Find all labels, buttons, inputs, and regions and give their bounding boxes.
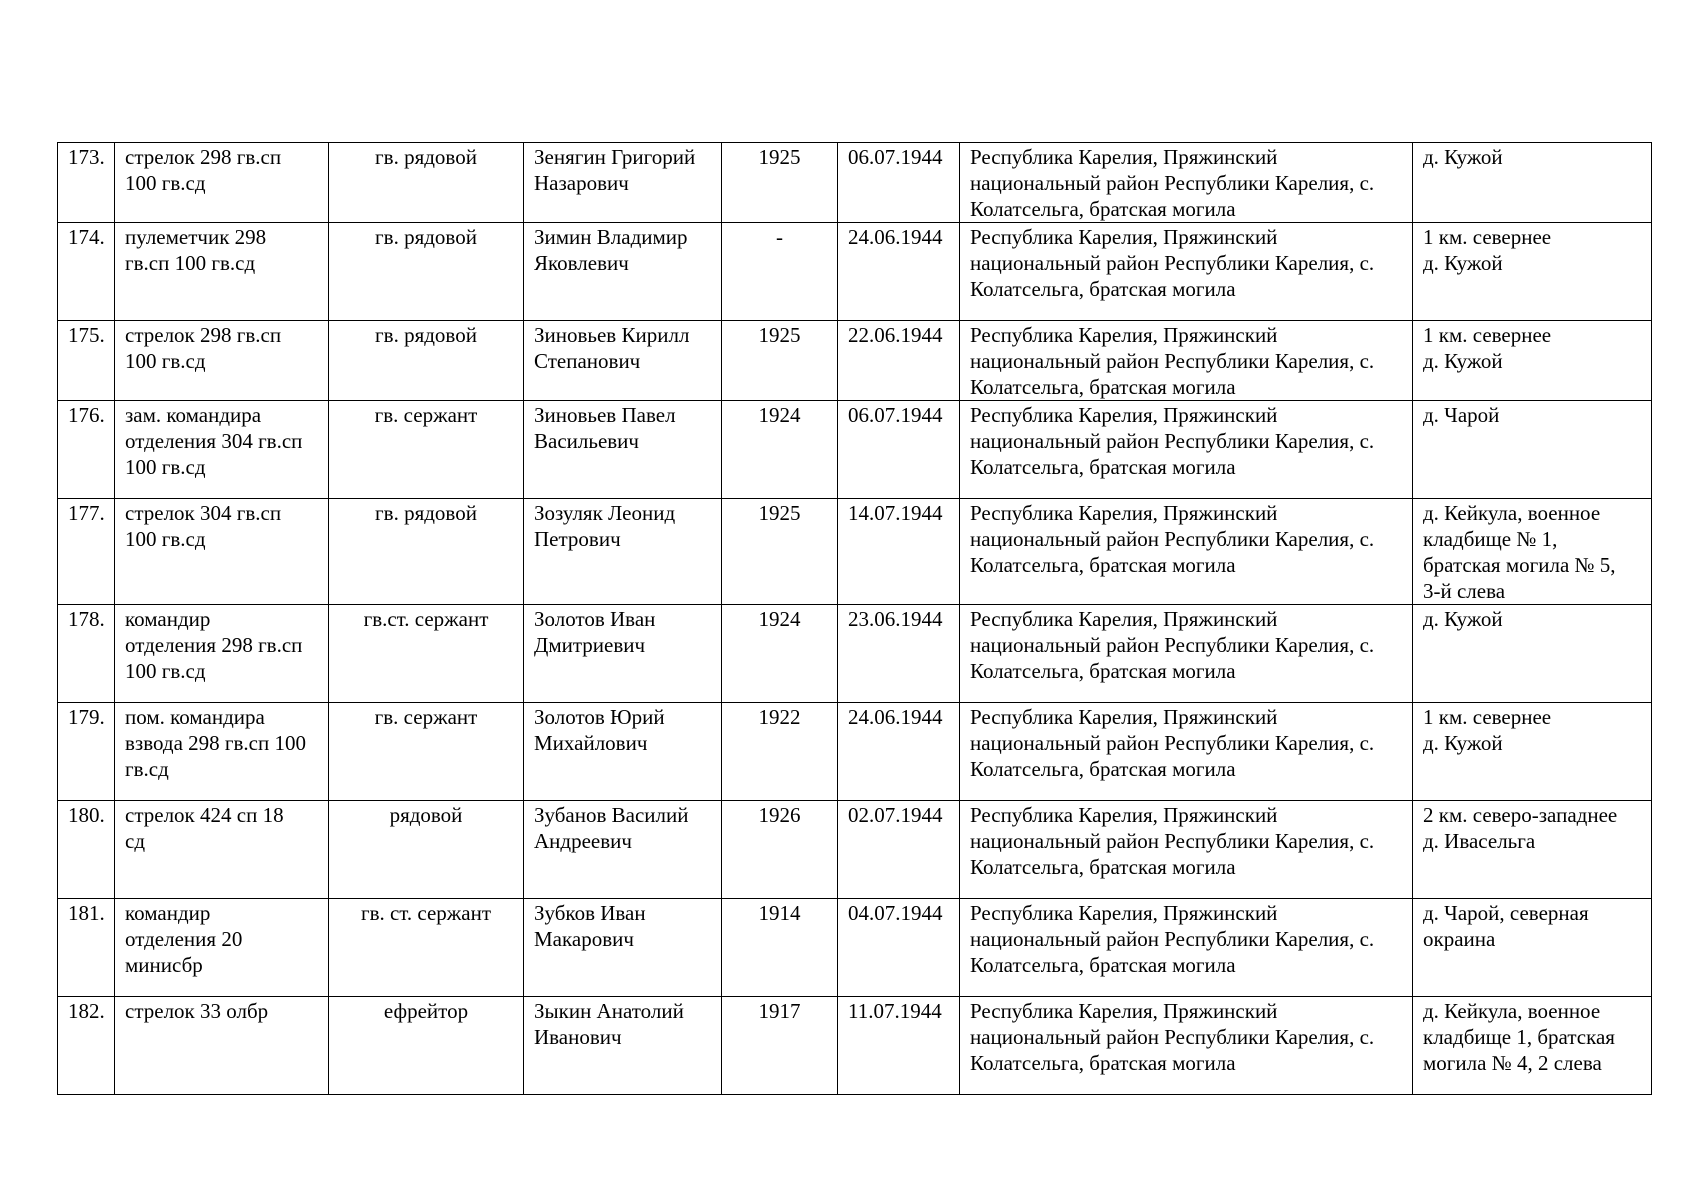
military-rank — [329, 899, 524, 997]
full-name — [524, 605, 722, 703]
original-burial-place — [1413, 703, 1652, 801]
cell-rank-text: гв. рядовой — [375, 501, 477, 525]
birth-year — [722, 605, 838, 703]
death-date — [838, 143, 960, 223]
cell-date-text: 04.07.1944 — [848, 901, 943, 925]
cell-year-text: 1914 — [758, 901, 801, 925]
burial-location — [960, 401, 1413, 499]
burial-location — [960, 143, 1413, 223]
cell-num-text: 173. — [68, 145, 105, 169]
cell-num-text: 182. — [68, 999, 105, 1023]
unit-position — [115, 499, 329, 605]
military-rank — [329, 499, 524, 605]
original-burial-place — [1413, 605, 1652, 703]
burial-location — [960, 801, 1413, 899]
record-number — [58, 801, 115, 899]
cell-rank-text: рядовой — [389, 803, 463, 827]
cell-num-text: 177. — [68, 501, 105, 525]
cell-burial-text: Республика Карелия, Пряжинский национальный район Республики Карелия, с. Колатсельга, братская могила — [970, 705, 1375, 781]
record-number — [58, 143, 115, 223]
cell-unit-text: стрелок 304 гв.сп 100 гв.сд — [125, 501, 282, 551]
birth-year — [722, 499, 838, 605]
birth-year — [722, 899, 838, 997]
cell-name-text: Зиновьев Павел Васильевич — [534, 403, 676, 453]
cell-unit-text: стрелок 424 сп 18 сд — [125, 803, 284, 853]
cell-burial-text: Республика Карелия, Пряжинский национальный район Республики Карелия, с. Колатсельга, братская могила — [970, 403, 1375, 479]
cell-date-text: 23.06.1944 — [848, 607, 943, 631]
full-name — [524, 899, 722, 997]
original-burial-place — [1413, 223, 1652, 321]
cell-burial-text: Республика Карелия, Пряжинский национальный район Республики Карелия, с. Колатсельга, братская могила — [970, 145, 1375, 221]
burial-location — [960, 605, 1413, 703]
table-row — [58, 143, 1652, 223]
burial-location — [960, 997, 1413, 1095]
birth-year — [722, 801, 838, 899]
unit-position — [115, 703, 329, 801]
burial-location — [960, 321, 1413, 401]
military-rank — [329, 401, 524, 499]
full-name — [524, 703, 722, 801]
unit-position — [115, 401, 329, 499]
cell-year-text: 1925 — [758, 501, 801, 525]
cell-unit-text: стрелок 298 гв.сп 100 гв.сд — [125, 323, 282, 373]
military-rank — [329, 605, 524, 703]
cell-num-text: 176. — [68, 403, 105, 427]
full-name — [524, 499, 722, 605]
burial-location — [960, 899, 1413, 997]
cell-year-text: 1924 — [758, 607, 801, 631]
death-date — [838, 605, 960, 703]
death-date — [838, 703, 960, 801]
cell-name-text: Золотов Иван Дмитриевич — [534, 607, 656, 657]
table-body — [58, 143, 1652, 1095]
death-date — [838, 321, 960, 401]
cell-burial-text: Республика Карелия, Пряжинский национальный район Республики Карелия, с. Колатсельга, братская могила — [970, 501, 1375, 577]
burial-location — [960, 703, 1413, 801]
cell-num-text: 179. — [68, 705, 105, 729]
cell-place-text: д. Кужой — [1423, 145, 1503, 169]
cell-name-text: Зозуляк Леонид Петрович — [534, 501, 676, 551]
birth-year — [722, 223, 838, 321]
unit-position — [115, 899, 329, 997]
full-name — [524, 401, 722, 499]
record-number — [58, 703, 115, 801]
cell-burial-text: Республика Карелия, Пряжинский национальный район Республики Карелия, с. Колатсельга, братская могила — [970, 901, 1375, 977]
full-name — [524, 801, 722, 899]
death-date — [838, 997, 960, 1095]
record-number — [58, 997, 115, 1095]
table-row — [58, 499, 1652, 605]
cell-name-text: Зубков Иван Макарович — [534, 901, 646, 951]
military-rank — [329, 143, 524, 223]
table-row — [58, 605, 1652, 703]
cell-rank-text: гв. ст. сержант — [360, 901, 492, 925]
cell-name-text: Зубанов Василий Андреевич — [534, 803, 689, 853]
unit-position — [115, 223, 329, 321]
cell-name-text: Зимин Владимир Яковлевич — [534, 225, 688, 275]
cell-unit-text: стрелок 33 олбр — [125, 999, 269, 1023]
original-burial-place — [1413, 801, 1652, 899]
record-number — [58, 899, 115, 997]
cell-num-text: 175. — [68, 323, 105, 347]
unit-position — [115, 605, 329, 703]
military-rank — [329, 801, 524, 899]
burial-location — [960, 499, 1413, 605]
cell-rank-text: гв. рядовой — [375, 323, 477, 347]
cell-name-text: Зиновьев Кирилл Степанович — [534, 323, 690, 373]
cell-place-text: 1 км. севернее д. Кужой — [1423, 225, 1552, 275]
full-name — [524, 223, 722, 321]
full-name — [524, 143, 722, 223]
cell-date-text: 22.06.1944 — [848, 323, 943, 347]
record-number — [58, 499, 115, 605]
cell-name-text: Зыкин Анатолий Иванович — [534, 999, 684, 1049]
cell-num-text: 181. — [68, 901, 105, 925]
cell-place-text: д. Чарой, северная окраина — [1423, 901, 1589, 951]
cell-place-text: д. Чарой — [1423, 403, 1500, 427]
original-burial-place — [1413, 499, 1652, 605]
burial-records-table — [57, 142, 1652, 1095]
cell-date-text: 14.07.1944 — [848, 501, 943, 525]
original-burial-place — [1413, 143, 1652, 223]
cell-num-text: 178. — [68, 607, 105, 631]
cell-burial-text: Республика Карелия, Пряжинский национальный район Республики Карелия, с. Колатсельга, братская могила — [970, 803, 1375, 879]
table-row — [58, 899, 1652, 997]
cell-unit-text: зам. командира отделения 304 гв.сп 100 гв.сд — [125, 403, 303, 479]
cell-unit-text: пулеметчик 298 гв.сп 100 гв.сд — [125, 225, 267, 275]
cell-rank-text: гв. рядовой — [375, 225, 477, 249]
cell-unit-text: командир отделения 298 гв.сп 100 гв.сд — [125, 607, 303, 683]
cell-rank-text: ефрейтор — [383, 999, 469, 1023]
cell-place-text: 1 км. севернее д. Кужой — [1423, 705, 1552, 755]
cell-year-text: 1925 — [758, 323, 801, 347]
table-row — [58, 321, 1652, 401]
original-burial-place — [1413, 899, 1652, 997]
military-rank — [329, 223, 524, 321]
cell-rank-text: гв.ст. сержант — [363, 607, 489, 631]
birth-year — [722, 321, 838, 401]
death-date — [838, 499, 960, 605]
birth-year — [722, 703, 838, 801]
birth-year — [722, 143, 838, 223]
cell-date-text: 06.07.1944 — [848, 145, 943, 169]
cell-date-text: 06.07.1944 — [848, 403, 943, 427]
unit-position — [115, 321, 329, 401]
cell-place-text: д. Кейкула, военное кладбище 1, братская могила № 4, 2 слева — [1423, 999, 1615, 1075]
cell-date-text: 24.06.1944 — [848, 225, 943, 249]
unit-position — [115, 801, 329, 899]
unit-position — [115, 143, 329, 223]
full-name — [524, 321, 722, 401]
death-date — [838, 223, 960, 321]
military-rank — [329, 997, 524, 1095]
record-number — [58, 605, 115, 703]
cell-year-text: 1925 — [758, 145, 801, 169]
cell-date-text: 11.07.1944 — [848, 999, 942, 1023]
original-burial-place — [1413, 401, 1652, 499]
cell-year-text: 1917 — [758, 999, 801, 1023]
cell-unit-text: командир отделения 20 минисбр — [125, 901, 243, 977]
cell-place-text: 2 км. северо-западнее д. Ивасельга — [1423, 803, 1618, 853]
cell-place-text: 1 км. севернее д. Кужой — [1423, 323, 1552, 373]
table-row — [58, 997, 1652, 1095]
cell-year-text: 1924 — [758, 403, 801, 427]
cell-burial-text: Республика Карелия, Пряжинский национальный район Республики Карелия, с. Колатсельга, братская могила — [970, 607, 1375, 683]
original-burial-place — [1413, 321, 1652, 401]
birth-year — [722, 997, 838, 1095]
record-number — [58, 401, 115, 499]
cell-burial-text: Республика Карелия, Пряжинский национальный район Республики Карелия, с. Колатсельга, братская могила — [970, 323, 1375, 399]
unit-position — [115, 997, 329, 1095]
table-row — [58, 223, 1652, 321]
cell-rank-text: гв. сержант — [374, 403, 478, 427]
cell-year-text: 1926 — [758, 803, 801, 827]
cell-unit-text: стрелок 298 гв.сп 100 гв.сд — [125, 145, 282, 195]
cell-burial-text: Республика Карелия, Пряжинский национальный район Республики Карелия, с. Колатсельга, братская могила — [970, 999, 1375, 1075]
record-number — [58, 223, 115, 321]
record-number — [58, 321, 115, 401]
death-date — [838, 401, 960, 499]
death-date — [838, 801, 960, 899]
death-date — [838, 899, 960, 997]
cell-num-text: 180. — [68, 803, 105, 827]
cell-place-text: д. Кейкула, военное кладбище № 1, братская могила № 5, 3-й слева — [1423, 501, 1616, 603]
cell-burial-text: Республика Карелия, Пряжинский национальный район Республики Карелия, с. Колатсельга, братская могила — [970, 225, 1375, 301]
military-rank — [329, 321, 524, 401]
cell-num-text: 174. — [68, 225, 105, 249]
table-row — [58, 401, 1652, 499]
table-row — [58, 703, 1652, 801]
birth-year — [722, 401, 838, 499]
cell-year-text: - — [776, 225, 783, 249]
cell-place-text: д. Кужой — [1423, 607, 1503, 631]
table-row — [58, 801, 1652, 899]
cell-date-text: 24.06.1944 — [848, 705, 943, 729]
cell-unit-text: пом. командира взвода 298 гв.сп 100 гв.сд — [125, 705, 306, 781]
cell-rank-text: гв. сержант — [374, 705, 478, 729]
cell-rank-text: гв. рядовой — [375, 145, 477, 169]
military-rank — [329, 703, 524, 801]
burial-location — [960, 223, 1413, 321]
cell-date-text: 02.07.1944 — [848, 803, 943, 827]
original-burial-place — [1413, 997, 1652, 1095]
cell-name-text: Зенягин Григорий Назарович — [534, 145, 696, 195]
cell-name-text: Золотов Юрий Михайлович — [534, 705, 665, 755]
cell-year-text: 1922 — [758, 705, 801, 729]
full-name — [524, 997, 722, 1095]
